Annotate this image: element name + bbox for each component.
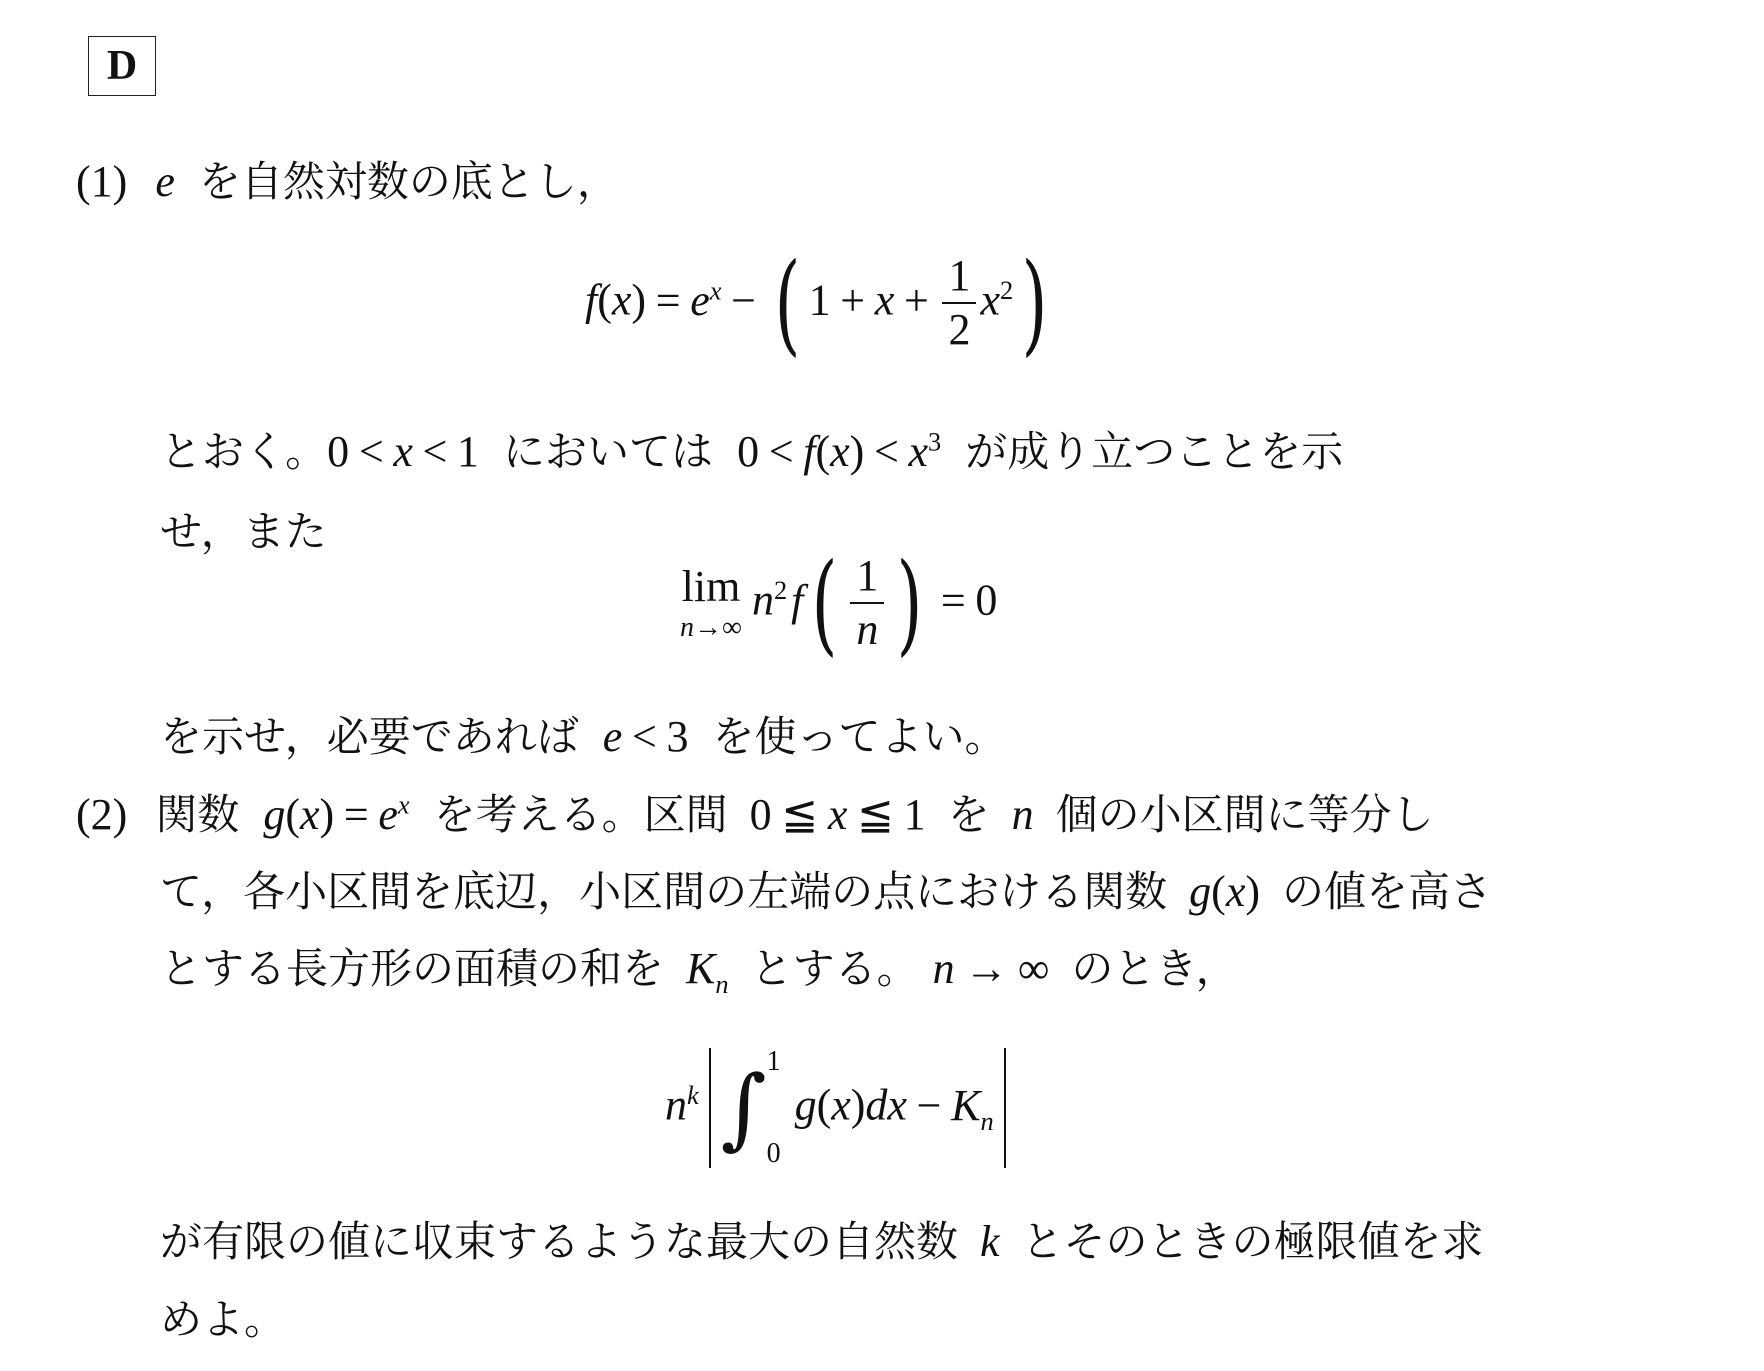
part2-line2: て，各小区間を底辺，小区間の左端の点における関数 g(x) の値を高さ <box>160 867 1493 916</box>
part1-intro: を自然対数の底とし， <box>198 157 619 206</box>
part2-line1: (2) 関数 $g(x) = e^x$ を考える。区間 0 ≦ x ≦ 1 を n 個の小区間に等分し <box>76 789 1434 839</box>
equation-f: $f(x) = e^x$ − ( 1 + x + $\frac{1}{2}$ $x^2$) <box>585 239 1048 367</box>
part2-line5: めよ。 <box>160 1295 287 1344</box>
equation-integral: $n^k$ ∫ 1 0 $g(x)dx - K_n$ <box>665 1048 1016 1168</box>
problem-label: D <box>88 36 156 96</box>
part2-line4: が有限の値に収束するような最大の自然数 k とそのときの極限値を求 <box>160 1217 1484 1266</box>
equation-limit: lim n→∞ $n^2f$( $\frac{1}{n}$ ) = 0 <box>680 539 998 667</box>
part2-line3: とする長方形の面積の和を $K_n$ とする。 n → ∞ のとき， <box>160 944 1238 999</box>
part1-number: (1) <box>76 157 128 206</box>
part1-line4: を示せ，必要であれば e < 3 を使ってよい。 <box>160 712 1007 761</box>
part1-line1 <box>76 157 619 206</box>
part2-number: (2) <box>76 790 128 839</box>
var-e: e <box>155 157 175 206</box>
part1-line3: せ，また <box>160 507 327 556</box>
part1-line2: とおく。0 < x < 1 においては $0 < f(x) < x^3$ が成り立つことを示 <box>160 426 1344 476</box>
